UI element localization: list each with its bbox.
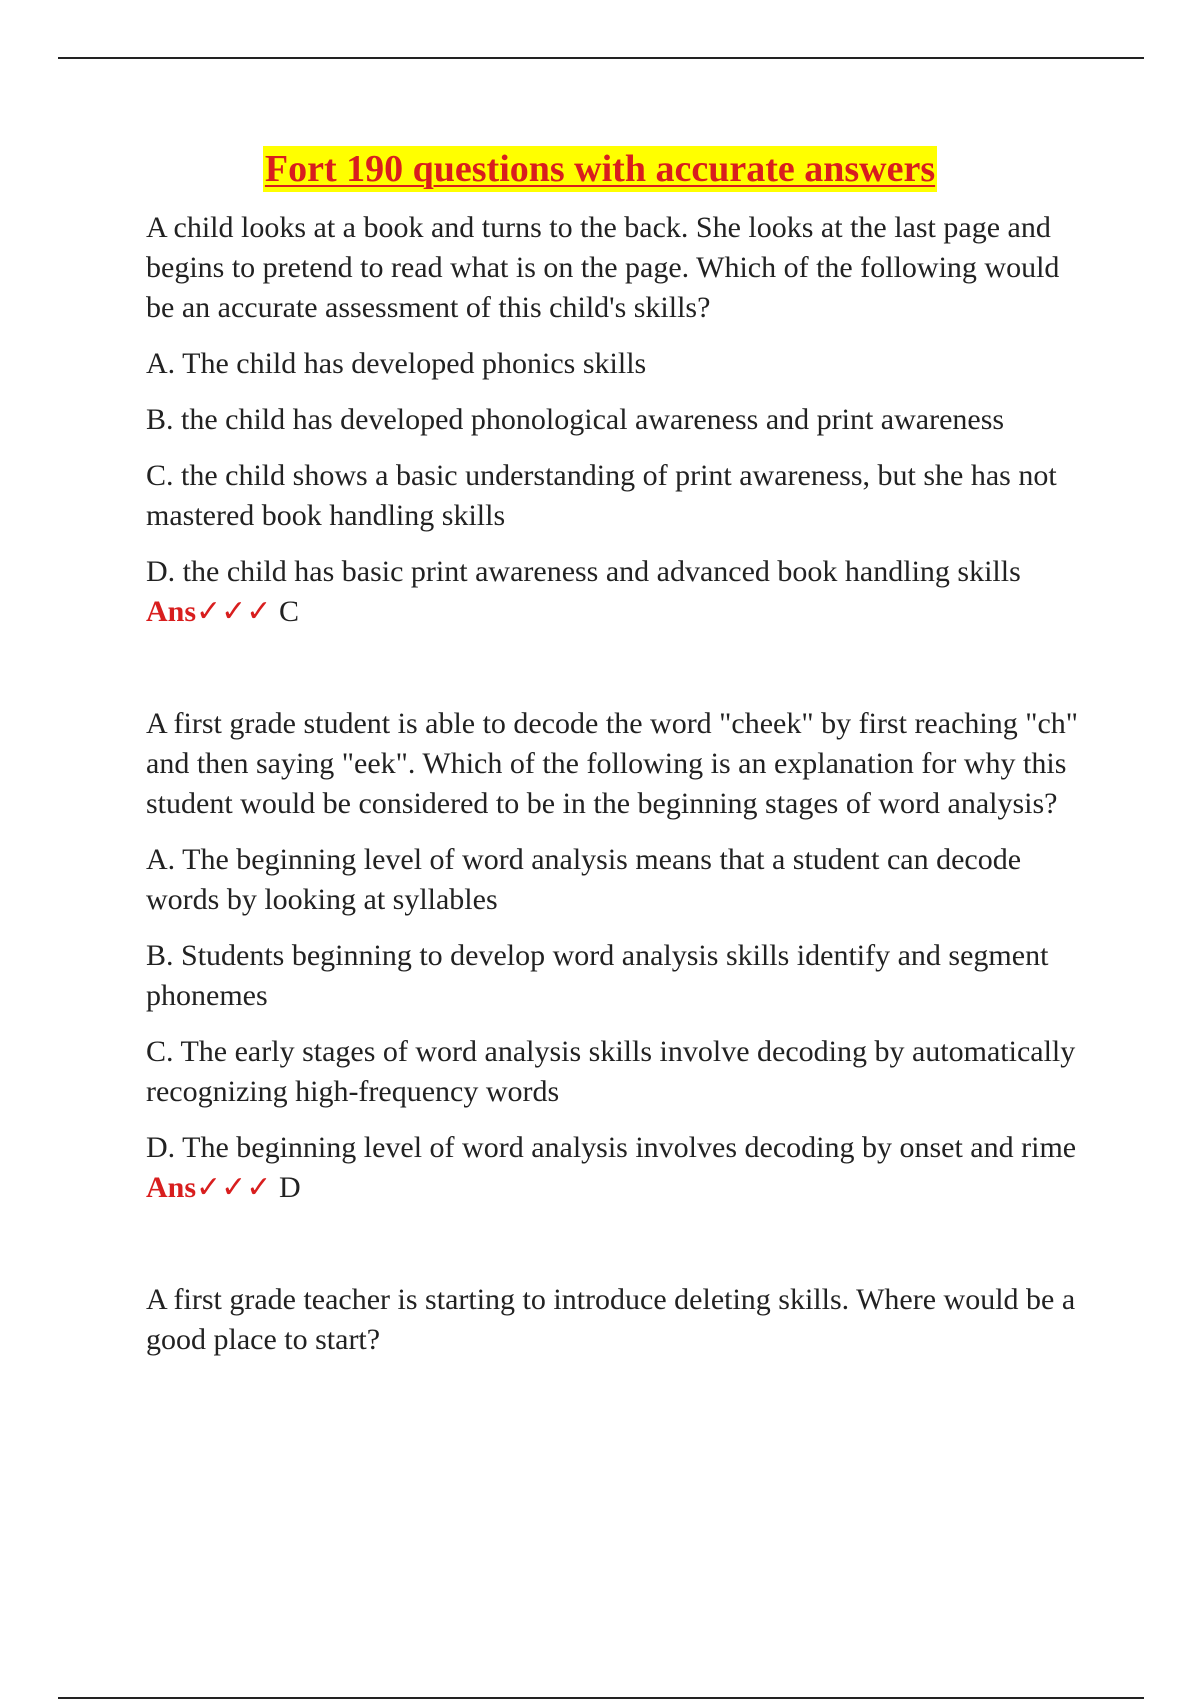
question-block <box>146 704 1091 1208</box>
question-text: A first grade student is able to decode the word "cheek" by first reaching "ch" and then saying "eek". Which of the following is an explanation for why this student would be considered to be in the beginning stages of word analysis? <box>146 707 1079 820</box>
option-d-text: D. The beginning level of word analysis involves decoding by onset and rime <box>146 1131 1077 1164</box>
question-block <box>146 1280 1091 1360</box>
bottom-rule <box>58 1697 1144 1699</box>
answer-label: Ans <box>146 595 197 628</box>
document-body <box>146 208 1091 1376</box>
question-text: A first grade teacher is starting to introduce deleting skills. Where would be a good place to start? <box>146 1283 1076 1356</box>
option-a: A. The child has developed phonics skills <box>146 347 647 380</box>
option-d-text: D. the child has basic print awareness and advanced book handling skills <box>146 555 1021 588</box>
spacer <box>146 632 1091 704</box>
top-rule <box>58 57 1144 59</box>
answer-label: Ans <box>146 1171 197 1204</box>
option-d <box>146 552 1091 632</box>
option-b: B. the child has developed phonological awareness and print awareness <box>146 403 1005 436</box>
option-b: B. Students beginning to develop word analysis skills identify and segment phonemes <box>146 939 1049 1012</box>
answer-value: C <box>278 595 299 628</box>
answer-value: D <box>278 1171 301 1204</box>
checkmark-icon: ✓✓✓ <box>196 595 272 628</box>
title-container <box>0 146 1200 192</box>
question-text: A child looks at a book and turns to the back. She looks at the last page and begins to pretend to read what is on the page. Which of the following would be an accurate assessment of this child's skills? <box>146 211 1060 324</box>
option-d <box>146 1128 1091 1208</box>
option-c: C. The early stages of word analysis skills involve decoding by automatically recognizing high-frequency words <box>146 1035 1076 1108</box>
spacer <box>146 1208 1091 1280</box>
document-title: Fort 190 questions with accurate answers <box>264 148 936 190</box>
checkmark-icon: ✓✓✓ <box>196 1171 272 1204</box>
option-a: A. The beginning level of word analysis means that a student can decode words by looking at syllables <box>146 843 1022 916</box>
question-block <box>146 208 1091 632</box>
option-c: C. the child shows a basic understanding of print awareness, but she has not mastered book handling skills <box>146 459 1057 532</box>
